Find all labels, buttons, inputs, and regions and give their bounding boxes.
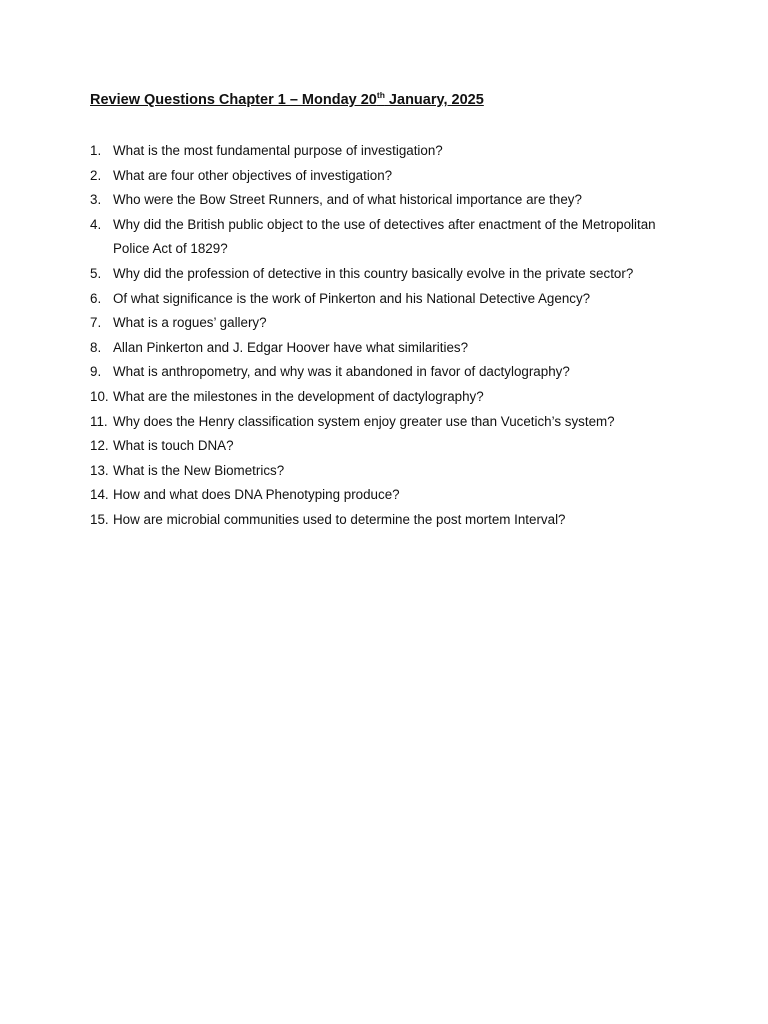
question-item xyxy=(90,287,690,312)
question-item xyxy=(90,360,690,385)
question-text: Who were the Bow Street Runners, and of what historical importance are they? xyxy=(113,192,582,208)
question-text: What are four other objectives of investigation? xyxy=(113,167,393,183)
question-number: 14. xyxy=(90,487,109,503)
question-text: What is the most fundamental purpose of investigation? xyxy=(113,143,443,158)
title-suffix: January, 2025 xyxy=(384,92,484,108)
question-number: 11. xyxy=(90,413,108,429)
question-number: 5. xyxy=(90,265,102,281)
question-number: 10. xyxy=(90,388,109,404)
question-item xyxy=(90,336,690,361)
question-text: What is touch DNA? xyxy=(113,438,234,454)
question-item xyxy=(90,508,690,533)
question-item xyxy=(90,434,690,459)
question-item xyxy=(90,483,690,508)
title-superscript: th xyxy=(376,90,385,101)
question-list xyxy=(90,139,690,533)
question-item xyxy=(90,459,690,484)
title-prefix: Review Questions Chapter 1 – Monday 20 xyxy=(90,92,377,108)
question-number: 3. xyxy=(90,192,102,208)
document-title xyxy=(90,92,484,108)
question-number: 2. xyxy=(90,167,102,183)
question-text: What is a rogues’ gallery? xyxy=(113,315,267,331)
question-text: Why does the Henry classification system enjoy greater use than Vucetich’s system? xyxy=(113,413,615,429)
question-text: How are microbial communities used to determine the post mortem Interval? xyxy=(113,511,566,527)
question-text: What are the milestones in the development of dactylography? xyxy=(113,388,484,404)
question-item xyxy=(90,385,690,410)
question-number: 1. xyxy=(90,143,102,158)
question-text: Of what significance is the work of Pinkerton and his National Detective Agency? xyxy=(113,290,591,306)
question-number: 13. xyxy=(90,462,109,478)
question-item xyxy=(90,139,690,164)
question-text: What is the New Biometrics? xyxy=(113,462,285,478)
question-text: What is anthropometry, and why was it abandoned in favor of dactylography? xyxy=(113,364,570,380)
question-text: Allan Pinkerton and J. Edgar Hoover have what similarities? xyxy=(113,339,469,355)
question-number: 8. xyxy=(90,339,102,355)
question-item xyxy=(90,410,690,435)
question-item xyxy=(90,262,690,287)
question-number: 4. xyxy=(90,216,102,232)
question-text: Why did the British public object to the use of detectives after enactment of the Metropolitan Police Act of 1829? xyxy=(113,216,656,257)
question-number: 6. xyxy=(90,290,102,306)
question-item xyxy=(90,311,690,336)
question-item xyxy=(90,213,690,262)
question-item xyxy=(90,164,690,189)
question-number: 12. xyxy=(90,438,109,454)
question-item xyxy=(90,188,690,213)
question-number: 7. xyxy=(90,315,102,331)
question-text: How and what does DNA Phenotyping produce? xyxy=(113,487,400,503)
question-text: Why did the profession of detective in this country basically evolve in the private sector? xyxy=(113,265,634,281)
question-number: 15. xyxy=(90,511,109,527)
question-number: 9. xyxy=(90,364,102,380)
